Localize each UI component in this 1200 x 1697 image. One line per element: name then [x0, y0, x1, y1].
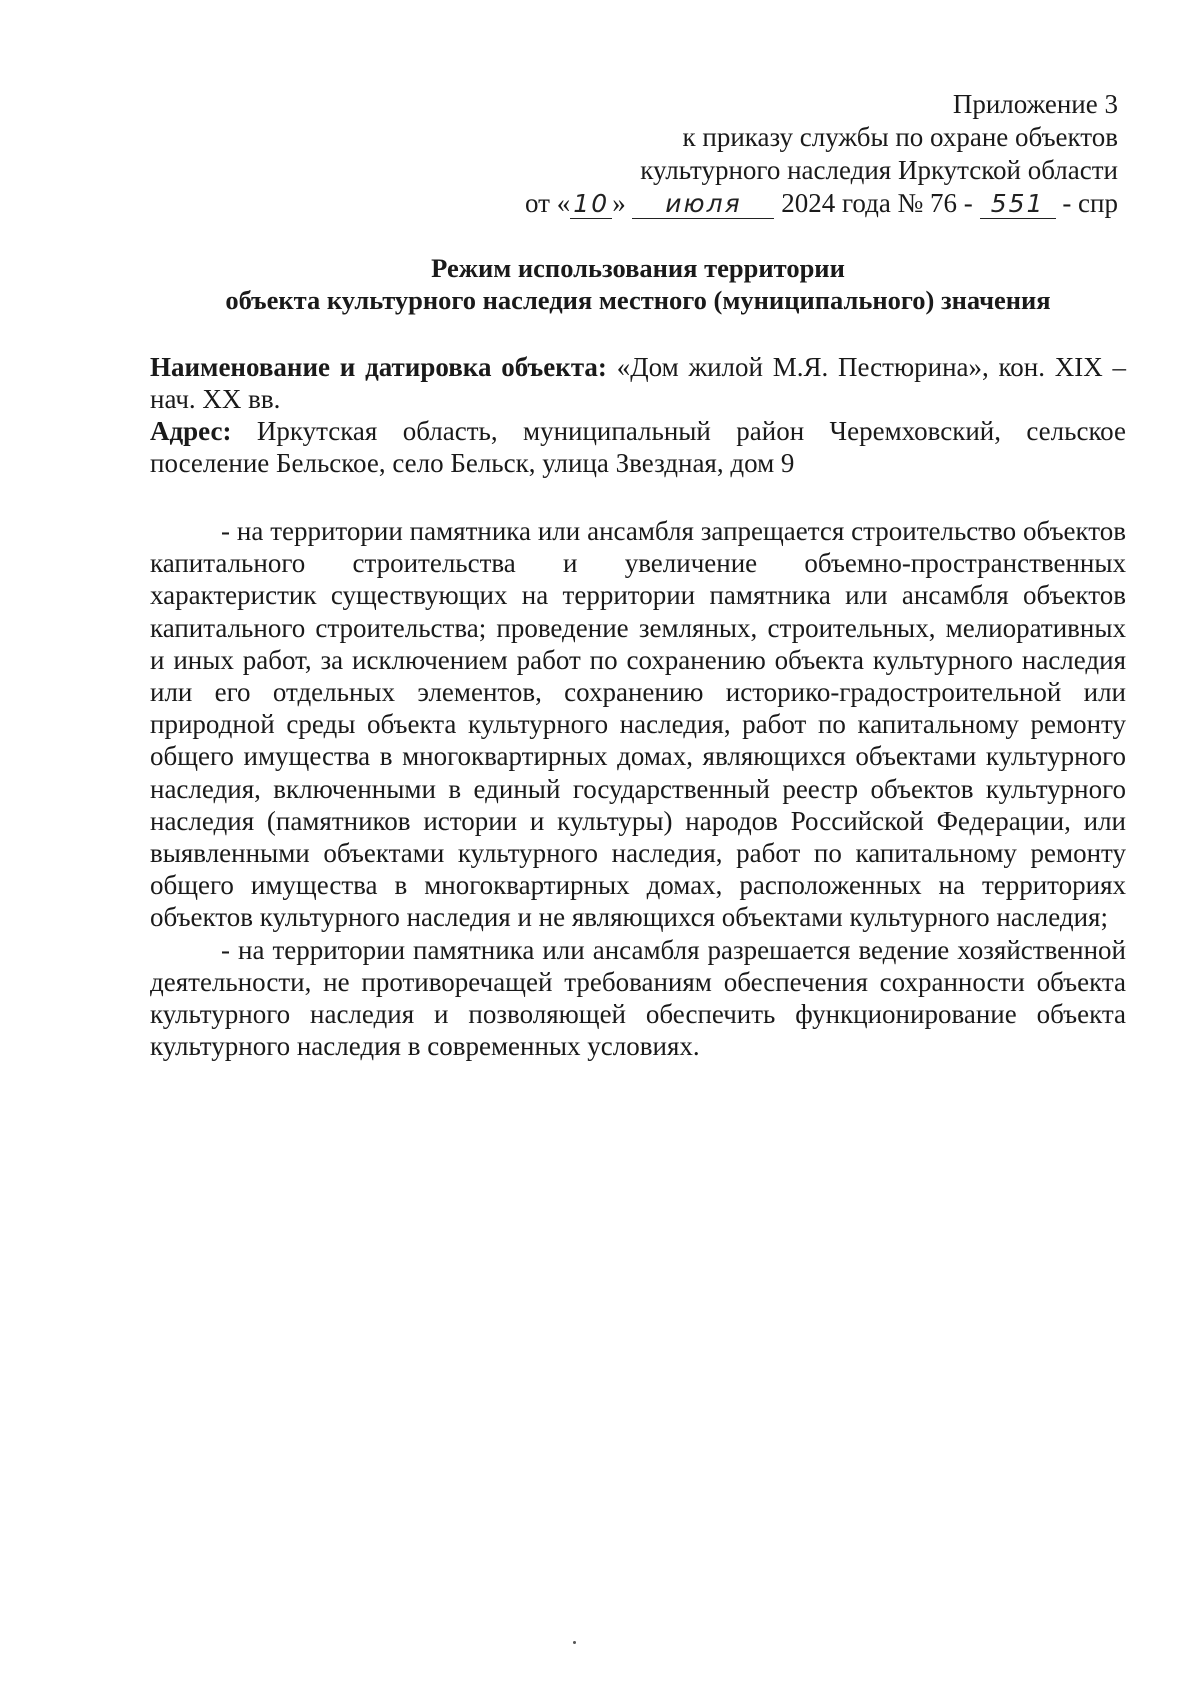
scan-speck [573, 1641, 576, 1644]
object-name-value: «Дом жилой М.Я. Пестюрина», кон. XIX – нач. XX вв. [150, 352, 1126, 414]
title-line-1: Режим использования территории [431, 253, 845, 283]
appendix-label: Приложение 3 [952, 89, 1118, 119]
object-address-value: Иркутская область, муниципальный район Черемховский, сельское поселение Бельское, село Бельск, улица Звездная, дом 9 [150, 416, 1126, 478]
handwritten-order-number: 551 [980, 190, 1056, 219]
date-prefix: от « [525, 188, 571, 218]
title-line-2: объекта культурного наследия местного (муниципального) значения [225, 285, 1051, 315]
object-name-label: Наименование и датировка объекта: [150, 352, 607, 382]
year-and-number-prefix: 2024 года № 76 - [781, 188, 973, 218]
order-reference-line: к приказу службы по охране объектов [682, 122, 1118, 152]
permission-paragraph: - на территории памятника или ансамбля разрешается ведение хозяйственной деятельности, не противоречащей требованиям обеспечения сохранности объекта культурного наследия и позволяющей обеспечить функционирование объекта культурного наследия в современных условиях. [150, 934, 1126, 1062]
order-authority-line: культурного наследия Иркутской области [640, 155, 1118, 185]
prohibition-paragraph: - на территории памятника или ансамбля запрещается строительство объектов капитального строительства и увеличение объемно-пространственных характеристик существующих на территории памятника или ансамбля объектов капитального строительства; проведение земляных, строительных, мелиоративных и иных работ, за исключением работ по сохранению объекта культурного наследия или его отдельных элементов, сохранению историко-градостроительной или природной среды объекта культурного наследия, работ по капитальному ремонту общего имущества в многоквартирных домах, являющихся объектами культурного наследия, включенными в единый государственный реестр объектов культурного наследия (памятников истории и культуры) народов Российской Федерации, или выявленными объектами культурного наследия, работ по капитальному ремонту общего имущества в многоквартирных домах, расположенных на территориях объектов культурного наследия и не являющихся объектами культурного наследия; [150, 516, 1126, 933]
document-title [150, 252, 1126, 316]
object-info [150, 351, 1126, 479]
object-address-label: Адрес: [150, 416, 232, 446]
order-date-line [418, 187, 1118, 220]
object-address-row [150, 415, 1126, 479]
handwritten-month: июля [632, 190, 774, 219]
document-header [418, 88, 1118, 220]
regulation-text [150, 515, 1126, 1062]
order-suffix: - спр [1062, 188, 1118, 218]
object-name-row [150, 351, 1126, 415]
handwritten-day: 10 [570, 190, 612, 219]
date-mid: » [612, 188, 626, 218]
